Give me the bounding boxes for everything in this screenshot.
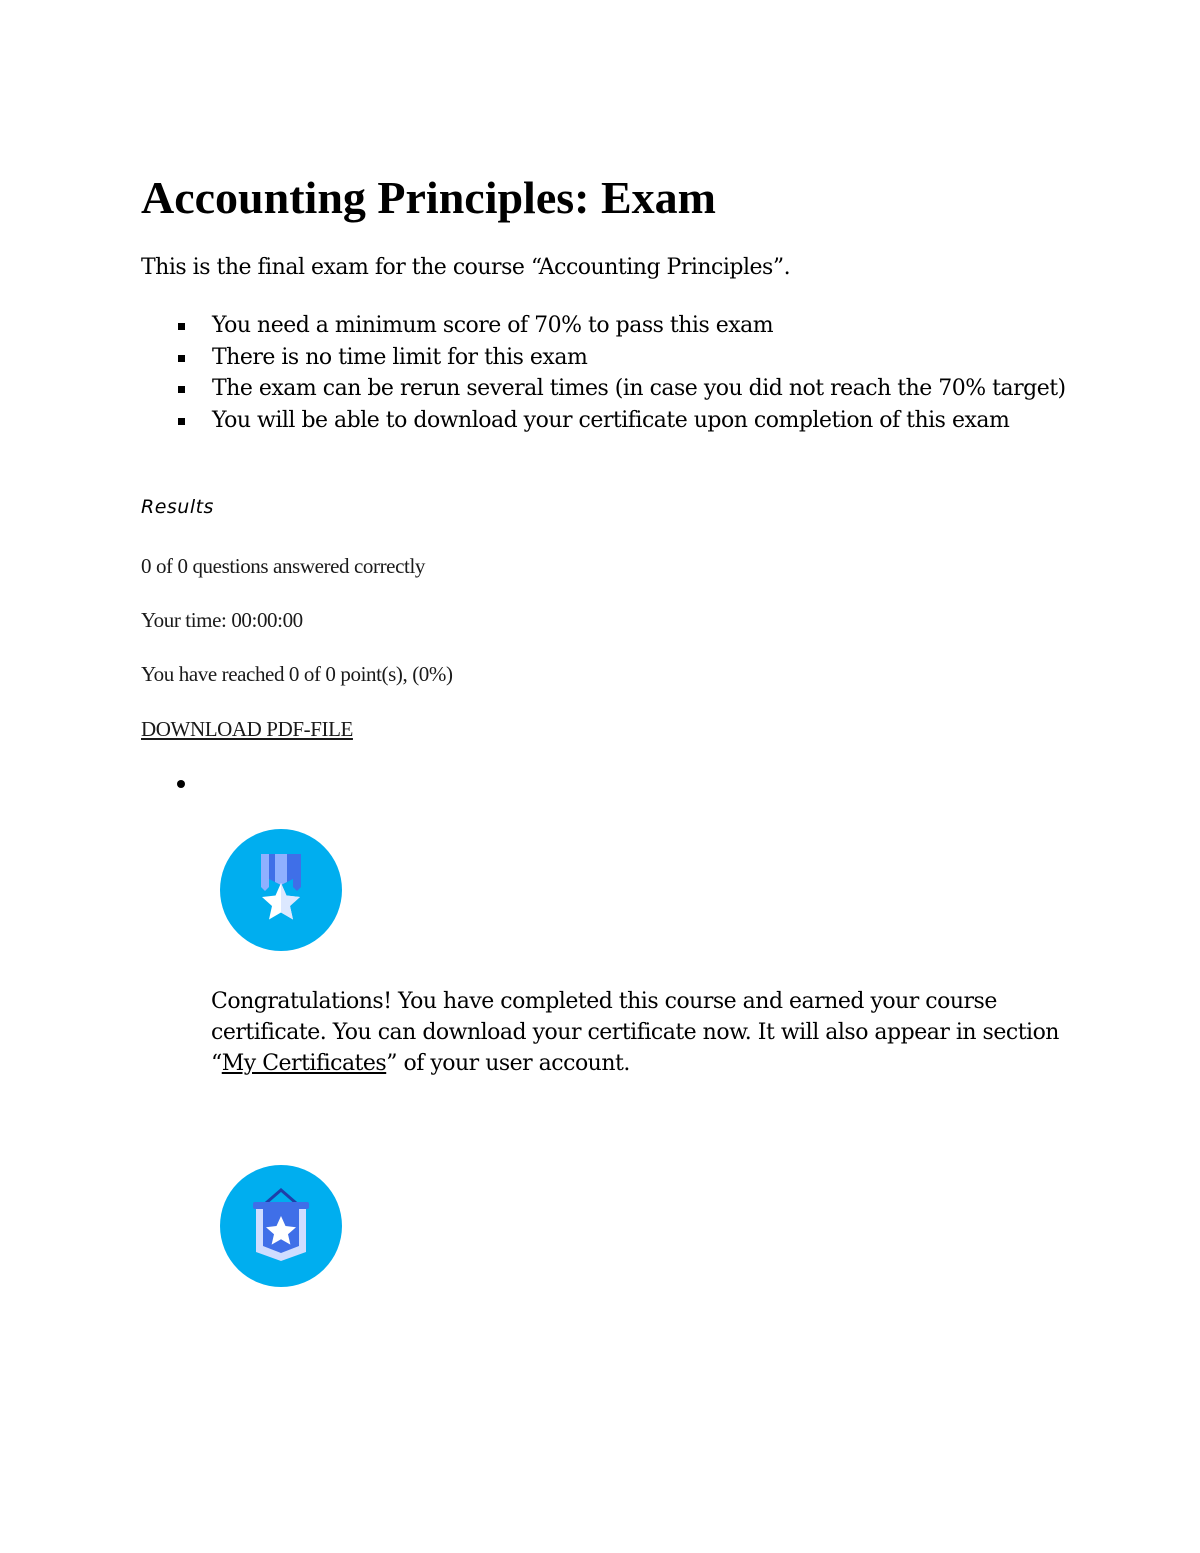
download-pdf-link[interactable]: DOWNLOAD PDF-FILE [141, 717, 353, 741]
rule-text: You need a minimum score of 70% to pass this exam [212, 313, 774, 338]
results-heading: Results [141, 496, 214, 518]
congrats-text-start: Congratulations! You have completed this course and earned your course certificate. You can download your certificate now. It will also appear in section “ [211, 989, 1059, 1076]
exam-rules-list [176, 310, 1076, 436]
questions-answered-text: 0 of 0 questions answered correctly [141, 554, 425, 578]
congratulations-text [211, 986, 1071, 1079]
square-bullet-icon [178, 355, 185, 362]
list-item [176, 405, 1076, 437]
rule-text: The exam can be rerun several times (in case you did not reach the 70% target) [212, 376, 1066, 401]
congrats-text-end: ” of your user account. [386, 1051, 630, 1076]
square-bullet-icon [178, 418, 185, 425]
my-certificates-link[interactable]: My Certificates [221, 1051, 387, 1076]
bullet-icon [177, 780, 185, 788]
rule-text: You will be able to download your certificate upon completion of this exam [212, 407, 1010, 433]
list-item [176, 310, 1076, 342]
time-text: Your time: 00:00:00 [141, 608, 303, 632]
page-title: Accounting Principles: Exam [141, 172, 716, 223]
points-text: You have reached 0 of 0 point(s), (0%) [141, 662, 453, 686]
list-item [176, 373, 1076, 405]
intro-text: This is the final exam for the course “Accounting Principles”. [141, 255, 791, 280]
square-bullet-icon [178, 386, 185, 393]
list-item [176, 342, 1076, 374]
banner-star-icon [220, 1165, 342, 1287]
medal-star-icon [220, 829, 342, 951]
rule-text: There is no time limit for this exam [212, 344, 588, 370]
square-bullet-icon [178, 323, 185, 330]
